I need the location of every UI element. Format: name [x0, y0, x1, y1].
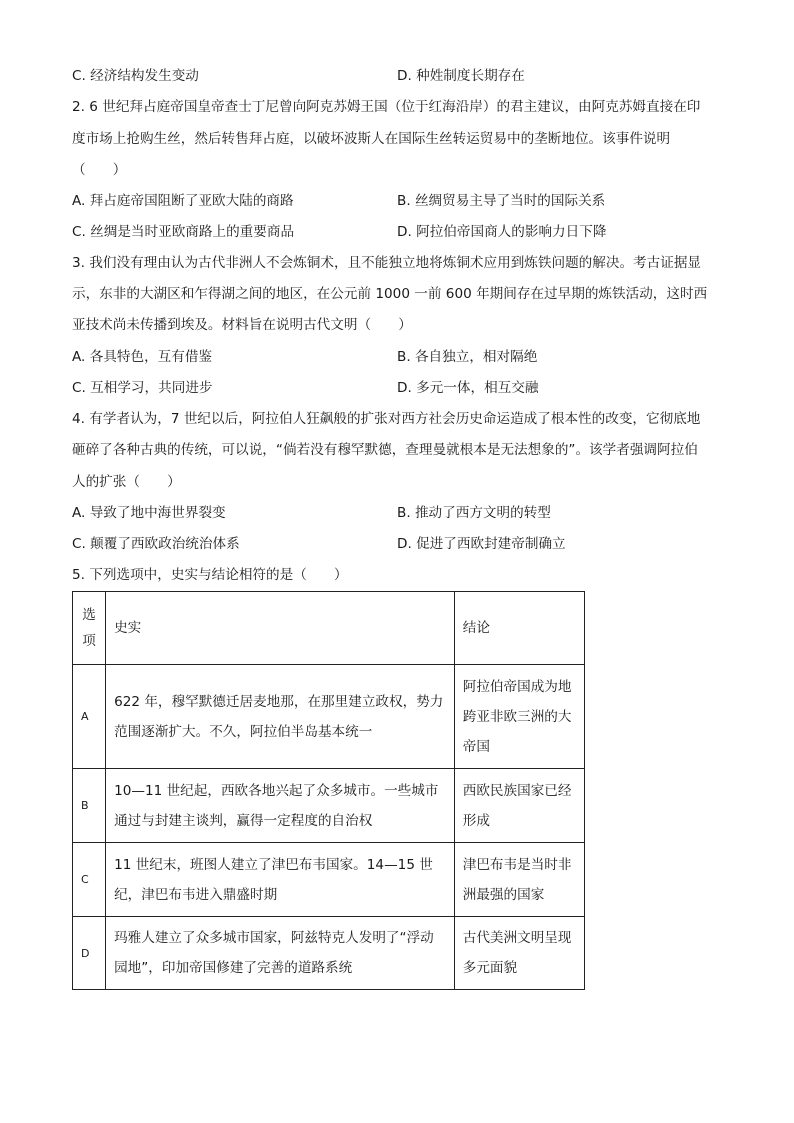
fact-cell: 622 年，穆罕默德迁居麦地那，在那里建立政权，势力范围逐渐扩大。不久，阿拉伯半岛基本统一: [106, 665, 455, 769]
conclusion-cell: 古代美洲文明呈现多元面貌: [454, 917, 584, 990]
row-label: D: [73, 917, 106, 990]
prev-option-d: D. 种姓制度长期存在: [397, 68, 525, 84]
q4-stem-line-3: 人的扩张（ ）: [72, 474, 181, 490]
q3-stem-line-1: 3. 我们没有理由认为古代非洲人不会炼铜术，且不能独立地将炼铜术应用到炼铁问题的解决。考古证据显: [72, 255, 702, 271]
q3-option-d: D. 多元一体，相互交融: [397, 380, 539, 396]
q4-option-d: D. 促进了西欧封建帝制确立: [397, 536, 566, 552]
prev-option-c: C. 经济结构发生变动: [72, 68, 199, 84]
fact-cell: 10—11 世纪起，西欧各地兴起了众多城市。一些城市通过与封建主谈判，赢得一定程度的自治权: [106, 769, 455, 843]
fact-cell: 11 世纪末，班图人建立了津巴布韦国家。14—15 世纪，津巴布韦进入鼎盛时期: [106, 843, 455, 917]
table-header-row: [73, 592, 585, 665]
q5-table: [72, 591, 585, 990]
q2-option-a: A. 拜占庭帝国阻断了亚欧大陆的商路: [72, 193, 294, 209]
row-label: B: [73, 769, 106, 843]
q2-stem-line-3: （ ）: [72, 162, 127, 178]
q4-option-a: A. 导致了地中海世界裂变: [72, 505, 226, 521]
header-option: [73, 592, 106, 665]
q2-option-d: D. 阿拉伯帝国商人的影响力日下降: [397, 224, 607, 240]
row-label: C: [73, 843, 106, 917]
q3-stem-line-2: 示，东非的大湖区和乍得湖之间的地区，在公元前 1000 一前 600 年期间存在过早期的炼铁活动，这时西: [72, 286, 708, 302]
q5-stem: 5. 下列选项中，史实与结论相符的是（ ）: [72, 567, 348, 583]
q2-stem-line-2: 度市场上抢购生丝，然后转售拜占庭，以破坏波斯人在国际生丝转运贸易中的垄断地位。该事件说明: [72, 131, 671, 147]
conclusion-cell: 西欧民族国家已经形成: [454, 769, 584, 843]
row-label: A: [73, 665, 106, 769]
q2-stem-line-1: 2. 6 世纪拜占庭帝国皇帝查士丁尼曾向阿克苏姆王国（位于红海沿岸）的君主建议，由阿克苏姆直接在印: [72, 99, 701, 115]
q4-stem-line-2: 砸碎了各种古典的传统，可以说，“倘若没有穆罕默德，查理曼就根本是无法想象的”。该学者强调阿拉伯: [72, 442, 698, 458]
fact-cell: 玛雅人建立了众多城市国家，阿兹特克人发明了“浮动园地”，印加帝国修建了完善的道路系统: [106, 917, 455, 990]
q4-option-c: C. 颠覆了西欧政治统治体系: [72, 536, 240, 552]
q3-option-a: A. 各具特色，互有借鉴: [72, 349, 213, 365]
header-conclusion: 结论: [454, 592, 584, 665]
header-option-line-2: 项: [82, 633, 96, 649]
table-row: [73, 843, 585, 917]
q2-option-b: B. 丝绸贸易主导了当时的国际关系: [397, 193, 606, 209]
conclusion-cell: 阿拉伯帝国成为地跨亚非欧三洲的大帝国: [454, 665, 584, 769]
table-row: [73, 769, 585, 843]
q4-option-b: B. 推动了西方文明的转型: [397, 505, 551, 521]
q3-stem-line-3: 亚技术尚未传播到埃及。材料旨在说明古代文明（ ）: [72, 317, 412, 333]
table-row: [73, 665, 585, 769]
q3-option-b: B. 各自独立，相对隔绝: [397, 349, 538, 365]
header-option-line-1: 选: [82, 607, 96, 623]
table-row: [73, 917, 585, 990]
q4-stem-line-1: 4. 有学者认为，7 世纪以后，阿拉伯人狂飙般的扩张对西方社会历史命运造成了根本性的改变，它彻底地: [72, 411, 701, 427]
conclusion-cell: 津巴布韦是当时非洲最强的国家: [454, 843, 584, 917]
q3-option-c: C. 互相学习，共同进步: [72, 380, 213, 396]
q2-option-c: C. 丝绸是当时亚欧商路上的重要商品: [72, 224, 295, 240]
header-fact: 史实: [106, 592, 455, 665]
